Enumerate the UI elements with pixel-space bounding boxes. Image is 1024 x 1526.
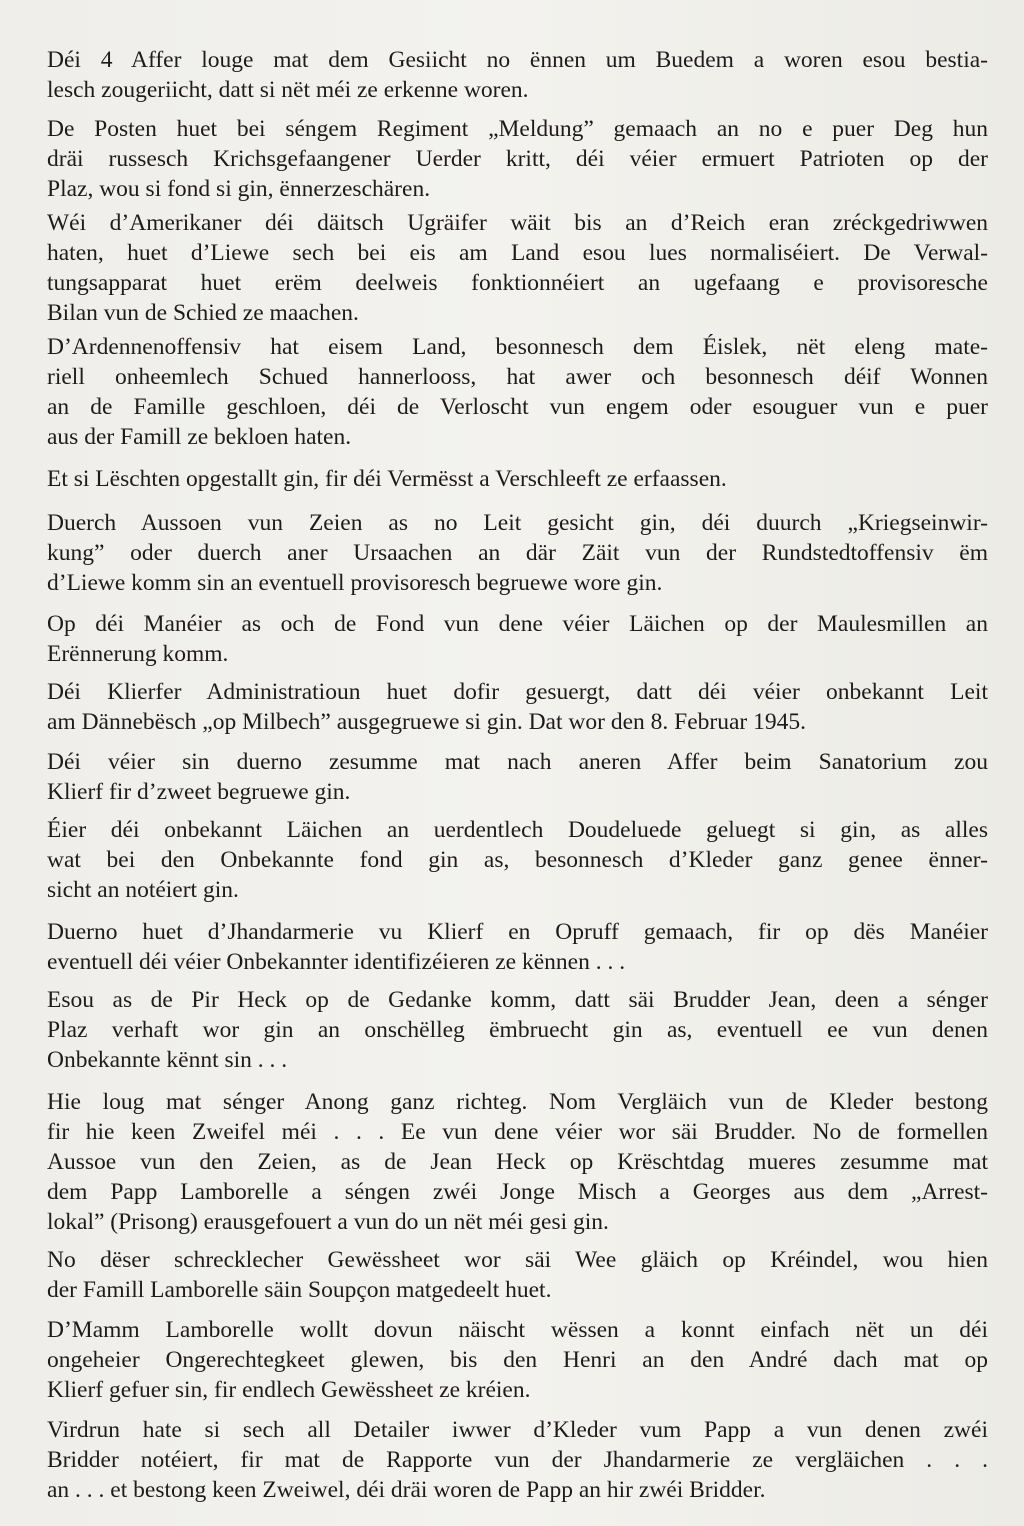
text-line: De Posten huet bei séngem Regiment „Meldung” gemaach an no e puer Deg hun [47, 116, 988, 142]
text-line: haten, huet d’Liewe sech bei eis am Land esou lues normaliséiert. De Verwal- [47, 240, 988, 266]
text-line: lokal” (Prisong) erausgefouert a vun do un nët méi gesi gin. [47, 1209, 609, 1235]
paragraph [47, 464, 988, 494]
text-line: D’Mamm Lamborelle wollt dovun näischt wëssen a konnt einfach nët un déi [47, 1317, 988, 1343]
text-line: eventuell déi véier Onbekannter identifizéieren ze kënnen . . . [47, 949, 626, 975]
paragraph [47, 917, 988, 977]
paragraph [47, 508, 988, 598]
text-line: an . . . et bestong keen Zweiwel, déi dräi woren de Papp an hir zwéi Bridder. [47, 1477, 766, 1503]
text-line: Éier déi onbekannt Läichen an uerdentlech Doudeluede geluegt si gin, as alles [47, 817, 988, 843]
text-line: Virdrun hate si sech all Detailer iwwer d’Kleder vum Papp a vun denen zwéi [47, 1417, 988, 1443]
text-line: Déi véier sin duerno zesumme mat nach aneren Affer beim Sanatorium zou [47, 749, 988, 775]
text-line: Bridder notéiert, fir mat de Rapporte vun der Jhandarmerie ze vergläichen . . . [47, 1447, 988, 1473]
text-line: kung” oder duerch aner Ursaachen an där Zäit vun der Rundstedtoffensiv ëm [47, 540, 988, 566]
text-line: d’Liewe komm sin an eventuell provisoresch begruewe wore gin. [47, 570, 663, 596]
text-line: der Famill Lamborelle säin Soupçon matgedeelt huet. [47, 1277, 552, 1303]
text-line: Bilan vun de Schied ze maachen. [47, 300, 359, 326]
text-line: Déi Klierfer Administratioun huet dofir gesuergt, datt déi véier onbekannt Leit [47, 679, 988, 705]
text-line: am Dännebësch „op Milbech” ausgegruewe si gin. Dat wor den 8. Februar 1945. [47, 709, 806, 735]
text-line: Onbekannte kënnt sin . . . [47, 1047, 288, 1073]
text-line: Déi 4 Affer louge mat dem Gesiicht no ënnen um Buedem a woren esou bestia- [47, 47, 988, 73]
paragraph [47, 332, 988, 452]
paragraph [47, 1087, 988, 1237]
text-line: aus der Famill ze bekloen haten. [47, 424, 352, 450]
paragraph [47, 609, 988, 669]
paragraph [47, 1245, 988, 1305]
text-line: Et si Lëschten opgestallt gin, fir déi Vermësst a Verschleeft ze erfaassen. [47, 466, 727, 492]
text-line: Duerch Aussoen vun Zeien as no Leit gesicht gin, déi duurch „Kriegseinwir- [47, 510, 988, 536]
text-line: Klierf fir d’zweet begruewe gin. [47, 779, 351, 805]
text-line: Esou as de Pir Heck op de Gedanke komm, datt säi Brudder Jean, deen a sénger [47, 987, 988, 1013]
text-line: an de Famille geschloen, déi de Verloscht vun engem oder esouguer vun e puer [47, 394, 988, 420]
paragraph [47, 114, 988, 204]
text-line: sicht an notéiert gin. [47, 877, 239, 903]
paragraph [47, 1415, 988, 1505]
text-line: Aussoe vun den Zeien, as de Jean Heck op Krëschtdag mueres zesumme mat [47, 1149, 988, 1175]
text-line: ongeheier Ongerechtegkeet glewen, bis den Henri an den André dach mat op [47, 1347, 988, 1373]
text-line: tungsapparat huet erëm deelweis fonktionnéiert an ugefaang e provisoresche [47, 270, 988, 296]
text-line: dem Papp Lamborelle a séngen zwéi Jonge Misch a Georges aus dem „Arrest- [47, 1179, 988, 1205]
text-line: dräi russesch Krichsgefaangener Uerder kritt, déi véier ermuert Patrioten op der [47, 146, 988, 172]
paragraph [47, 677, 988, 737]
text-line: Duerno huet d’Jhandarmerie vu Klierf en Opruff gemaach, fir op dës Manéier [47, 919, 988, 945]
text-line: wat bei den Onbekannte fond gin as, besonnesch d’Kleder ganz genee ënner- [47, 847, 988, 873]
paragraph [47, 747, 988, 807]
text-line: lesch zougeriicht, datt si nët méi ze erkenne woren. [47, 77, 529, 103]
text-line: Plaz verhaft wor gin an onschëlleg ëmbruecht gin as, eventuell ee vun denen [47, 1017, 988, 1043]
text-line: D’Ardennenoffensiv hat eisem Land, besonnesch dem Éislek, nët eleng mate- [47, 334, 988, 360]
text-line: Hie loug mat sénger Anong ganz richteg. Nom Vergläich vun de Kleder bestong [47, 1089, 988, 1115]
text-line: Op déi Manéier as och de Fond vun dene véier Läichen op der Maulesmillen an [47, 611, 988, 637]
text-line: Erënnerung komm. [47, 641, 229, 667]
text-line: No dëser schrecklecher Gewëssheet wor säi Wee gläich op Kréindel, wou hien [47, 1247, 988, 1273]
text-line: Wéi d’Amerikaner déi däitsch Ugräifer wäit bis an d’Reich eran zréckgedriwwen [47, 210, 988, 236]
paragraph [47, 985, 988, 1075]
text-line: Plaz, wou si fond si gin, ënnerzeschären. [47, 176, 431, 202]
paragraph [47, 815, 988, 905]
text-line: riell onheemlech Schued hannerlooss, hat awer och besonnesch déif Wonnen [47, 364, 988, 390]
paragraph [47, 1315, 988, 1405]
text-line: Klierf gefuer sin, fir endlech Gewëssheet ze kréien. [47, 1377, 531, 1403]
paragraph [47, 208, 988, 328]
paragraph [47, 45, 988, 105]
text-line: fir hie keen Zweifel méi . . . Ee vun dene véier wor säi Brudder. No de formellen [47, 1119, 988, 1145]
